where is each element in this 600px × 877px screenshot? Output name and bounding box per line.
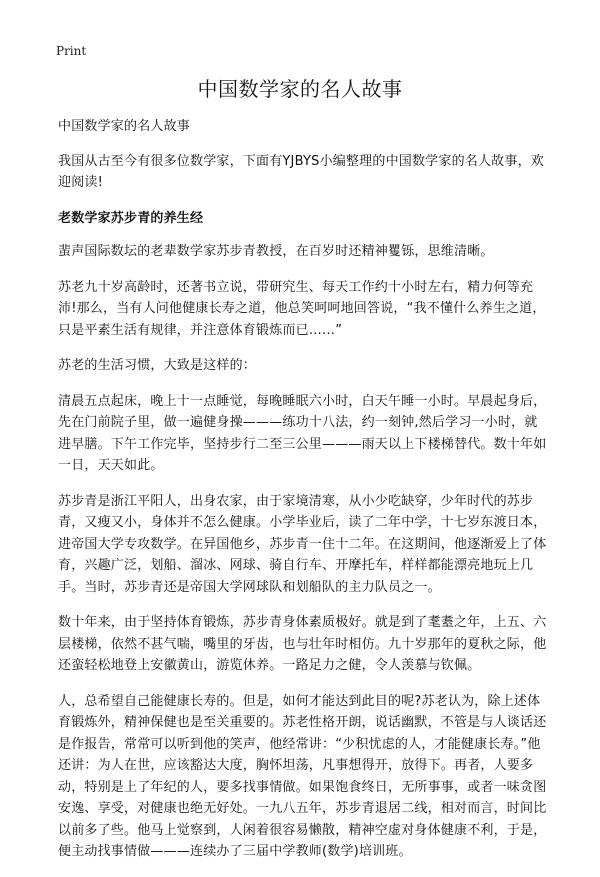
paragraph-2: 苏老九十岁高龄时，还著书立说，带研究生、每天工作约十小时左右，精力何等充沛!那么，当有人问他健康长寿之道，他总笑呵呵地回答说，“我不懂什么养生之道，只是平素生活有规律，并注意体育锻炼而已……” — [58, 279, 546, 338]
paragraph-6: 数十年来，由于坚持体育锻炼，苏步青身体素质极好。就是到了耄耋之年，上五、六层楼梯，依然不甚气喘，嘴里的牙齿，也与壮年时相仿。九十岁那年的夏秋之际，他还蛮轻松地登上安徽黄山，游览休养。一路足力之健，令人羡慕与钦佩。 — [58, 615, 547, 673]
paragraph-3: 苏老的生活习惯，大致是这样的： — [58, 358, 257, 373]
article-body — [58, 116, 550, 877]
paragraph-5: 苏步青是浙江平阳人，出身农家，由于家境清寒，从小少吃缺穿，少年时代的苏步青，又瘦又小，身体并不怎么健康。小学毕业后，读了二年中学，十七岁东渡日本，进帝国大学专攻数学。在异国他乡，苏步青一住十二年。在这期间，他逐渐爱上了体育，兴趣广泛，划船、溜冰、网球、骑自行车、开摩托车，样样都能漂亮地玩上几手。当时，苏步青还是帝国大学网球队和划船队的主力队员之一。 — [58, 493, 547, 595]
section-heading: 老数学家苏步青的养生经 — [58, 210, 204, 226]
article-intro: 我国从古至今有很多位数学家，下面有YJBYS小编整理的中国数学家的名人故事，欢迎阅读! — [58, 153, 544, 190]
page-title: 中国数学家的名人故事 — [197, 77, 403, 101]
print-link[interactable]: Print — [56, 44, 87, 58]
paragraph-1: 蜚声国际数坛的老辈数学家苏步青教授，在百岁时还精神矍铄，思维清晰。 — [58, 244, 494, 259]
paragraph-7: 人，总希望自己能健康长寿的。但是，如何才能达到此目的呢?苏老认为，除上述体育锻炼外，精神保健也是至关重要的。苏老性格开朗，说话幽默，不管是与人谈话还是作报告，常常可以听到他的笑声，他经常讲：“少积忧虑的人，才能健康长寿。”他还讲：为人在世，应该豁达大度，胸怀坦荡，凡事想得开，放得下。再者，人要多动，特别是上了年纪的人，要多找事情做。如果饱食终日，无所事事，或者一味贪图安逸、享受，对健康也绝无好处。一九八五年，苏步青退居二线，相对而言，时间比以前多了些。他马上觉察到，人闲着很容易懒散，精神空虚对身体健康不利，于是，便主动找事情做———连续办了三届中学教师(数学)培训班。 — [58, 693, 547, 859]
article-subtitle: 中国数学家的名人故事 — [58, 119, 191, 134]
paragraph-4: 清晨五点起床，晚上十一点睡觉，每晚睡眠六小时，白天午睡一小时。早晨起身后，先在门前院子里，做一遍健身操———练功十八法，约一刻钟,然后学习一小时，就进早膳。下午工作完毕，坚持步行二至三公里———雨天以上下楼梯替代。数十年如一日，天天如此。 — [58, 393, 547, 473]
